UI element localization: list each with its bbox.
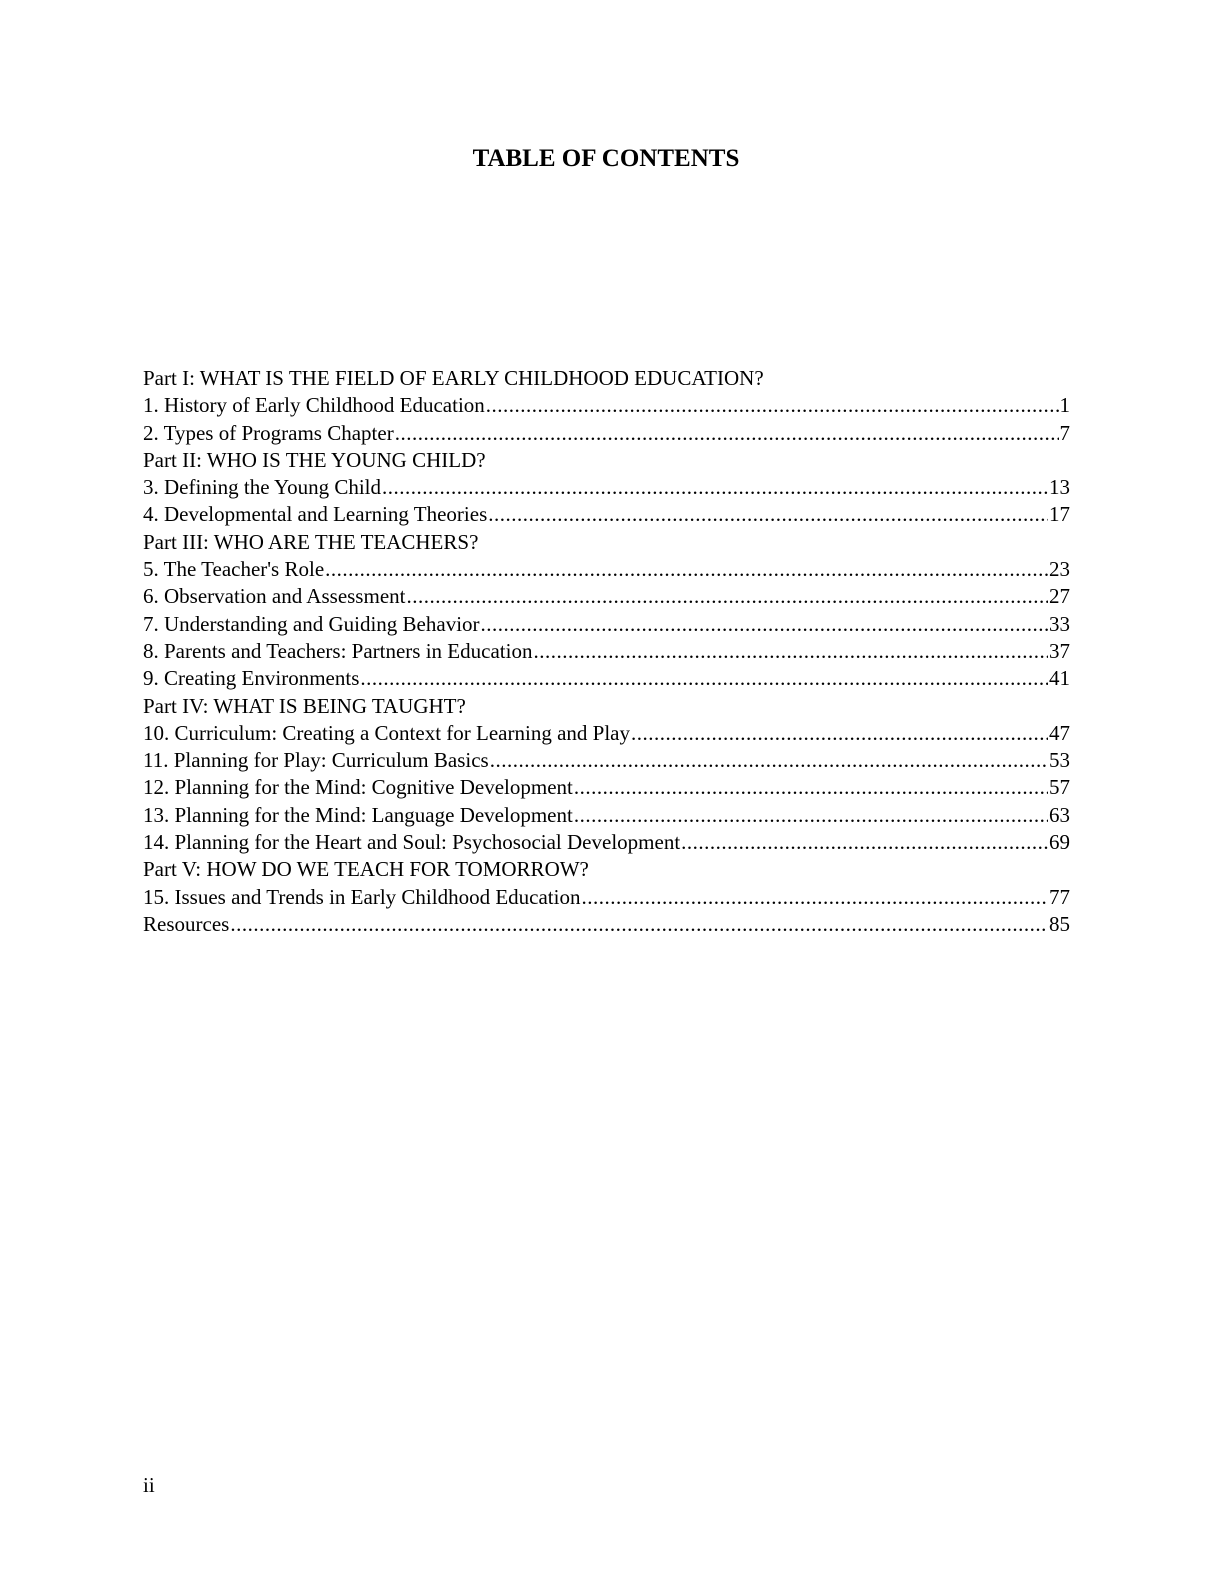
toc-part-label: Part V: HOW DO WE TEACH FOR TOMORROW? — [143, 857, 589, 882]
toc-dot-leader — [631, 720, 1048, 747]
toc-dot-leader — [581, 884, 1048, 911]
toc-part-heading — [143, 447, 1070, 474]
toc-entry-label: 13. Planning for the Mind: Language Development — [143, 802, 573, 827]
toc-entry[interactable] — [143, 802, 1070, 829]
toc-entry[interactable] — [143, 638, 1070, 665]
toc-entry-label: 14. Planning for the Heart and Soul: Psychosocial Development — [143, 830, 681, 855]
toc-page-number: 47 — [1049, 720, 1070, 745]
toc-dot-leader — [325, 556, 1048, 583]
toc-dot-leader — [490, 747, 1048, 774]
toc-entry-label: 8. Parents and Teachers: Partners in Education — [143, 638, 533, 663]
toc-part-heading — [143, 529, 1070, 556]
toc-page-number: 17 — [1049, 502, 1070, 527]
toc-entry-label: 11. Planning for Play: Curriculum Basics — [143, 748, 489, 773]
toc-page-number: 33 — [1049, 611, 1070, 636]
toc-page-number: 27 — [1049, 584, 1070, 609]
toc-entry[interactable] — [143, 556, 1070, 583]
toc-dot-leader — [481, 611, 1048, 638]
page-number: ii — [143, 1473, 155, 1497]
toc-part-label: Part III: WHO ARE THE TEACHERS? — [143, 529, 479, 554]
toc-page-number: 57 — [1049, 775, 1070, 800]
toc-part-heading — [143, 693, 1070, 720]
toc-dot-leader — [488, 501, 1048, 528]
toc-page-number: 23 — [1049, 557, 1070, 582]
toc-page-number: 85 — [1049, 911, 1070, 936]
toc-dot-leader — [406, 583, 1048, 610]
table-of-contents — [143, 365, 1070, 938]
toc-entry[interactable] — [143, 911, 1070, 938]
toc-entry[interactable] — [143, 583, 1070, 610]
toc-entry-label: 9. Creating Environments — [143, 666, 360, 691]
toc-entry[interactable] — [143, 611, 1070, 638]
toc-entry[interactable] — [143, 774, 1070, 801]
toc-page-number: 63 — [1049, 802, 1070, 827]
toc-entry-label: 3. Defining the Young Child — [143, 475, 382, 500]
toc-entry-label: 12. Planning for the Mind: Cognitive Development — [143, 775, 573, 800]
toc-page-number: 7 — [1059, 420, 1070, 445]
toc-entry-label: 15. Issues and Trends in Early Childhood Education — [143, 884, 581, 909]
toc-page-number: 53 — [1049, 748, 1070, 773]
toc-part-label: Part IV: WHAT IS BEING TAUGHT? — [143, 693, 466, 718]
toc-page-number: 41 — [1049, 666, 1070, 691]
toc-dot-leader — [574, 774, 1048, 801]
toc-part-label: Part I: WHAT IS THE FIELD OF EARLY CHILDHOOD EDUCATION? — [143, 366, 764, 390]
toc-dot-leader — [486, 392, 1059, 419]
toc-page-number: 69 — [1049, 830, 1070, 855]
toc-entry-label: Resources — [143, 911, 230, 936]
toc-dot-leader — [395, 420, 1059, 447]
toc-entry-label: 6. Observation and Assessment — [143, 584, 406, 609]
toc-page-number: 13 — [1049, 475, 1070, 500]
toc-entry[interactable] — [143, 720, 1070, 747]
toc-entry[interactable] — [143, 474, 1070, 501]
toc-dot-leader — [382, 474, 1048, 501]
toc-entry-label: 7. Understanding and Guiding Behavior — [143, 611, 480, 636]
toc-dot-leader — [230, 911, 1048, 938]
toc-page-number: 1 — [1059, 393, 1070, 418]
toc-entry[interactable] — [143, 884, 1070, 911]
toc-dot-leader — [681, 829, 1048, 856]
toc-part-heading — [143, 365, 1070, 392]
toc-entry-label: 1. History of Early Childhood Education — [143, 393, 485, 418]
toc-part-label: Part II: WHO IS THE YOUNG CHILD? — [143, 447, 486, 472]
toc-page-number: 37 — [1049, 638, 1070, 663]
toc-dot-leader — [360, 665, 1048, 692]
toc-entry[interactable] — [143, 392, 1070, 419]
toc-entry[interactable] — [143, 501, 1070, 528]
toc-entry-label: 2. Types of Programs Chapter — [143, 420, 394, 445]
toc-entry[interactable] — [143, 665, 1070, 692]
toc-entry-label: 4. Developmental and Learning Theories — [143, 502, 488, 527]
toc-part-heading — [143, 856, 1070, 883]
toc-page-number: 77 — [1049, 884, 1070, 909]
page-title: TABLE OF CONTENTS — [472, 145, 740, 172]
toc-entry[interactable] — [143, 420, 1070, 447]
toc-entry-label: 5. The Teacher's Role — [143, 557, 325, 582]
toc-dot-leader — [533, 638, 1048, 665]
toc-dot-leader — [574, 802, 1048, 829]
toc-entry[interactable] — [143, 747, 1070, 774]
toc-entry-label: 10. Curriculum: Creating a Context for Learning and Play — [143, 720, 630, 745]
toc-entry[interactable] — [143, 829, 1070, 856]
